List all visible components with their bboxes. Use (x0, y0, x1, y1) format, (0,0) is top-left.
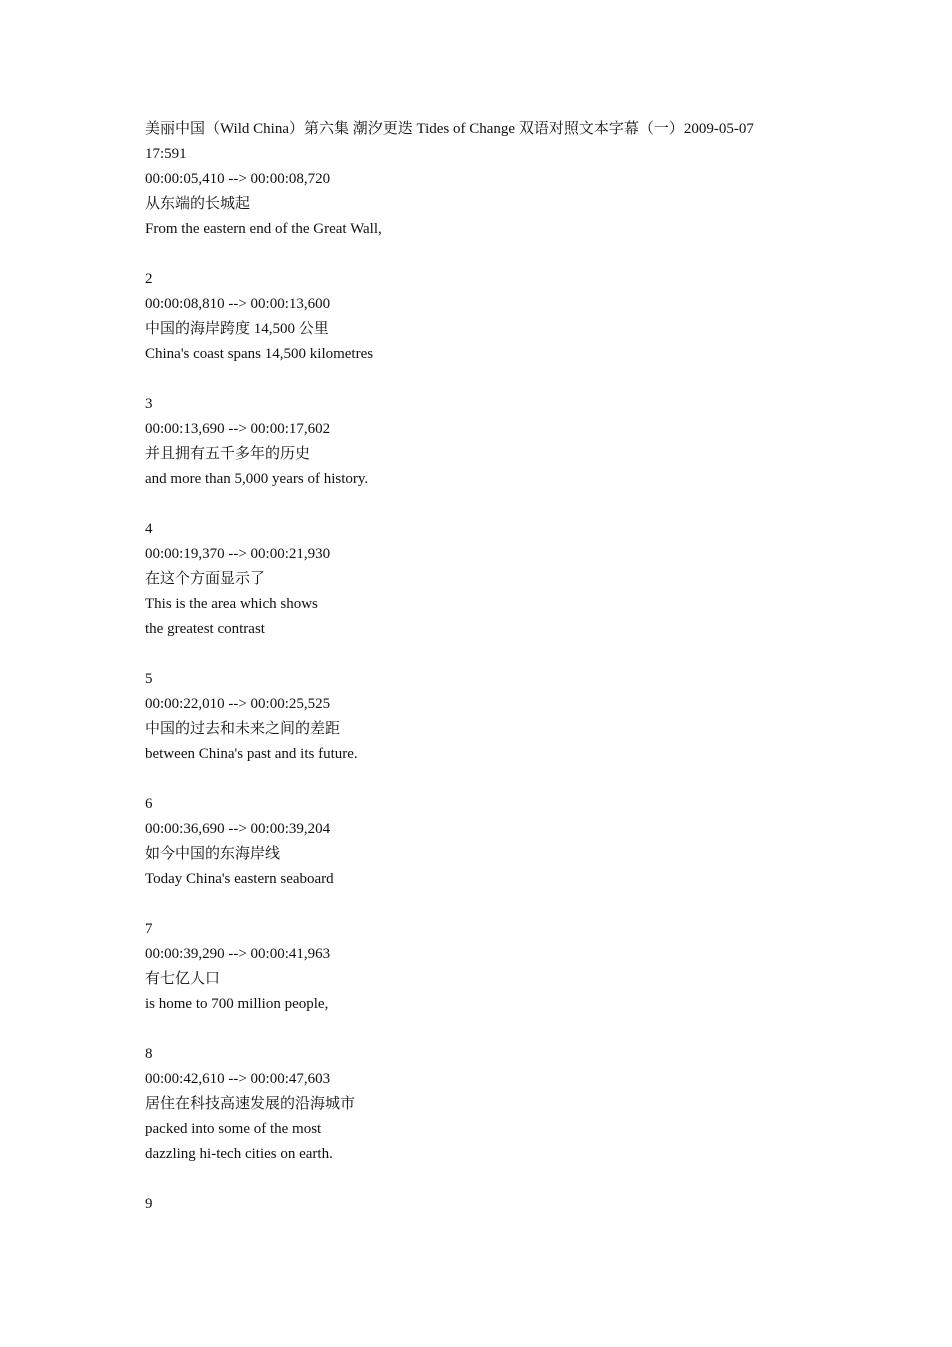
subtitle-entry (145, 167, 835, 242)
entry-spacer (145, 367, 835, 392)
subtitle-timing: 00:00:08,810 --> 00:00:13,600 (145, 296, 331, 312)
subtitle-entry (145, 917, 835, 1017)
subtitle-number: 9 (145, 1196, 153, 1212)
subtitle-number: 8 (145, 1046, 153, 1062)
subtitle-timing: 00:00:19,370 --> 00:00:21,930 (145, 546, 331, 562)
subtitle-entry (145, 1042, 835, 1167)
document-title: 美丽中国（Wild China）第六集 潮汐更迭 Tides of Change 双语对照文本字幕（一）2009-05-07 (145, 121, 754, 137)
subtitle-english: and more than 5,000 years of history. (145, 471, 369, 487)
subtitle-entry (145, 792, 835, 892)
subtitle-number: 5 (145, 671, 153, 687)
entry-spacer (145, 642, 835, 667)
entry-spacer (145, 492, 835, 517)
subtitle-english: between China's past and its future. (145, 746, 358, 762)
subtitle-number: 7 (145, 921, 153, 937)
subtitle-english: the greatest contrast (145, 621, 265, 637)
subtitle-chinese: 在这个方面显示了 (145, 571, 266, 587)
subtitle-timing: 00:00:36,690 --> 00:00:39,204 (145, 821, 331, 837)
subtitle-chinese: 中国的过去和未来之间的差距 (145, 721, 341, 737)
subtitle-entry (145, 667, 835, 767)
document-page (145, 117, 835, 1217)
subtitle-english: From the eastern end of the Great Wall, (145, 221, 382, 237)
subtitle-timing: 00:00:22,010 --> 00:00:25,525 (145, 696, 331, 712)
subtitle-english: Today China's eastern seaboard (145, 871, 334, 887)
entry-spacer (145, 767, 835, 792)
entry-spacer (145, 242, 835, 267)
subtitle-entry (145, 517, 835, 642)
subtitle-english: China's coast spans 14,500 kilometres (145, 346, 374, 362)
subtitle-english: packed into some of the most (145, 1121, 322, 1137)
subtitle-chinese: 如今中国的东海岸线 (145, 846, 281, 862)
entry-spacer (145, 1017, 835, 1042)
subtitle-chinese: 从东端的长城起 (145, 196, 251, 212)
entry-spacer (145, 1167, 835, 1192)
subtitle-number: 6 (145, 796, 153, 812)
subtitle-entry (145, 267, 835, 367)
subtitle-timing: 00:00:39,290 --> 00:00:41,963 (145, 946, 331, 962)
subtitle-number: 3 (145, 396, 153, 412)
subtitle-chinese: 中国的海岸跨度 14,500 公里 (145, 321, 329, 337)
subtitle-timing: 00:00:05,410 --> 00:00:08,720 (145, 171, 331, 187)
subtitle-timing: 00:00:13,690 --> 00:00:17,602 (145, 421, 331, 437)
subtitle-timing: 00:00:42,610 --> 00:00:47,603 (145, 1071, 331, 1087)
subtitle-english: This is the area which shows (145, 596, 318, 612)
subtitle-chinese: 有七亿人口 (145, 971, 221, 987)
subtitle-entry (145, 392, 835, 492)
subtitle-chinese: 居住在科技高速发展的沿海城市 (145, 1096, 356, 1112)
document-title-continuation: 17:591 (145, 146, 187, 162)
subtitle-chinese: 并且拥有五千多年的历史 (145, 446, 311, 462)
entry-spacer (145, 892, 835, 917)
subtitle-english: dazzling hi-tech cities on earth. (145, 1146, 333, 1162)
subtitle-english: is home to 700 million people, (145, 996, 329, 1012)
subtitle-number: 2 (145, 271, 153, 287)
subtitle-number: 4 (145, 521, 153, 537)
